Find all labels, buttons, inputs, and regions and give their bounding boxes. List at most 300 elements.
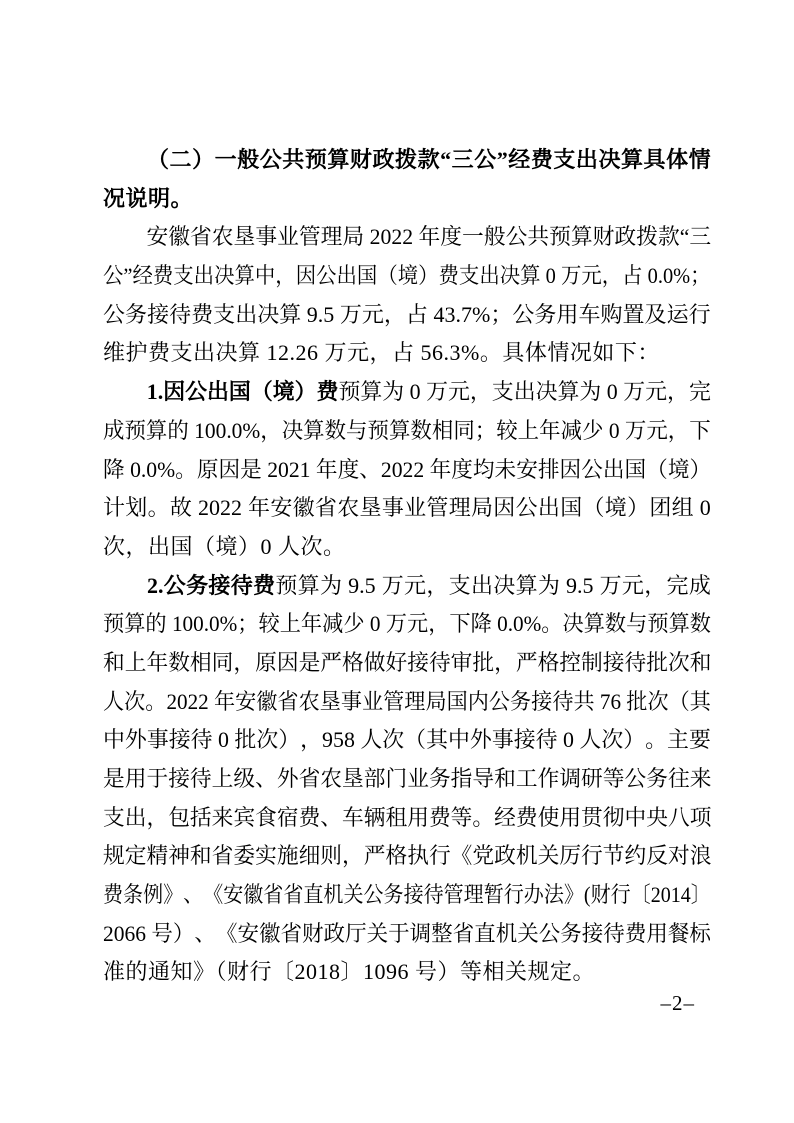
text-token: 年 bbox=[213, 688, 236, 714]
text-token: 预 bbox=[103, 611, 125, 637]
text-token: 主 bbox=[667, 727, 689, 753]
text-segment: 准的通知》（财行〔2018〕1096 号）等相关规定。 bbox=[103, 959, 596, 985]
text-token: 的 bbox=[145, 611, 167, 637]
text-token: 省 bbox=[283, 882, 304, 908]
text-token: 控 bbox=[559, 649, 582, 675]
text-token: 徽 bbox=[168, 224, 191, 250]
text-segment: 次，出国（境）0 人次。 bbox=[103, 533, 346, 559]
text-token: 次 bbox=[382, 727, 405, 753]
text-token: 执 bbox=[407, 843, 429, 869]
text-token: 行 bbox=[503, 882, 524, 908]
text-token: 厅 bbox=[345, 920, 367, 946]
text-token: ， bbox=[383, 301, 406, 327]
text-token: 减 bbox=[322, 611, 344, 637]
text-token: 元 bbox=[621, 572, 644, 598]
intro-line-3 bbox=[103, 296, 711, 335]
text-token: 制 bbox=[581, 649, 603, 675]
text-token: 〔 bbox=[630, 882, 651, 908]
text-token: 同 bbox=[211, 649, 234, 675]
text-token: 用 bbox=[646, 920, 668, 946]
text-token: 出 bbox=[336, 263, 357, 289]
text-token: 与 bbox=[346, 417, 368, 443]
text-token: 业 bbox=[404, 495, 427, 521]
text-token: 元 bbox=[646, 417, 668, 443]
text-token: 厉 bbox=[559, 843, 582, 869]
text-token: 完 bbox=[688, 379, 711, 405]
text-token: 机 bbox=[515, 843, 538, 869]
text-token: 待 bbox=[428, 649, 451, 675]
text-token: 反 bbox=[646, 843, 668, 869]
text-token: 境 bbox=[272, 379, 295, 405]
text-token: 算 bbox=[360, 379, 383, 405]
text-token: 共 bbox=[573, 688, 595, 714]
text-token: 》 bbox=[563, 882, 584, 908]
text-token: 置 bbox=[622, 301, 645, 327]
text-token: 是 bbox=[298, 649, 321, 675]
text-token: 政 bbox=[614, 224, 637, 250]
text-token: ； bbox=[490, 301, 513, 327]
text-token: 年 bbox=[248, 495, 271, 521]
item2-line-6 bbox=[103, 760, 712, 799]
text-token: 拨 bbox=[395, 147, 418, 172]
text-token: 次 bbox=[667, 649, 690, 675]
text-token: 理 bbox=[448, 495, 471, 521]
text-token: 行 bbox=[428, 843, 451, 869]
text-segment: 维护费支出决算 12.26 万元，占 56.3%。具体情况如下： bbox=[103, 340, 660, 366]
text-token: 关 bbox=[517, 920, 539, 946]
text-token: 年 bbox=[429, 456, 452, 482]
text-token: 国 bbox=[228, 379, 251, 405]
text-token: 使 bbox=[537, 804, 560, 830]
text-token: 上 bbox=[279, 611, 301, 637]
text-token: 徽 bbox=[292, 495, 315, 521]
text-token: 徽 bbox=[243, 882, 264, 908]
text-token: 算 bbox=[583, 611, 605, 637]
text-token: 公 bbox=[581, 456, 603, 482]
text-token: 数 bbox=[604, 611, 627, 637]
text-token: 农 bbox=[337, 495, 360, 521]
text-token: 待 bbox=[230, 572, 253, 598]
text-token: 省 bbox=[452, 920, 475, 946]
text-token: 彻 bbox=[602, 804, 625, 830]
text-token: 相 bbox=[189, 649, 212, 675]
text-token: 决 bbox=[535, 379, 558, 405]
text-token: 数 bbox=[168, 649, 190, 675]
text-token: 待 bbox=[423, 882, 444, 908]
item2-line-5 bbox=[103, 721, 711, 760]
text-token: 好 bbox=[385, 649, 408, 675]
text-token: 为 bbox=[579, 379, 602, 405]
text-token: 。 bbox=[472, 804, 495, 830]
text-token: 安 bbox=[146, 224, 169, 250]
text-token: 出 bbox=[537, 495, 560, 521]
text-token: 共 bbox=[282, 147, 305, 172]
document-content bbox=[103, 141, 711, 992]
text-token: 管 bbox=[426, 495, 449, 521]
text-token: 因 bbox=[559, 456, 582, 482]
text-token: 国 bbox=[356, 263, 378, 289]
text-token: 国 bbox=[624, 456, 647, 482]
text-token: 。 bbox=[175, 456, 197, 482]
text-token: 内 bbox=[467, 688, 489, 714]
text-token: 境 bbox=[397, 263, 419, 289]
text-token: 业 bbox=[407, 766, 429, 791]
text-token: 其 bbox=[689, 688, 711, 714]
item2-line-8 bbox=[103, 837, 712, 876]
text-token: （ bbox=[668, 688, 690, 714]
text-token: 出 bbox=[235, 301, 258, 327]
text-token: 研 bbox=[581, 766, 603, 791]
text-token: 待 bbox=[603, 920, 625, 946]
text-token: 预 bbox=[367, 417, 389, 443]
text-token: ” bbox=[123, 263, 133, 289]
text-token: 局 bbox=[425, 688, 447, 714]
text-token: 2014 bbox=[650, 882, 691, 908]
text-token: 2022 bbox=[197, 495, 242, 521]
text-token: 决 bbox=[598, 147, 621, 172]
text-token: ， bbox=[342, 843, 364, 869]
text-token: 关 bbox=[343, 882, 364, 908]
text-token: 行 bbox=[610, 882, 631, 908]
text-token: 年 bbox=[418, 224, 441, 250]
text-token: 接 bbox=[208, 572, 231, 598]
text-token: 理 bbox=[404, 688, 426, 714]
text-token: 元 bbox=[581, 263, 602, 289]
item1-line-3 bbox=[103, 451, 712, 490]
text-token: 算 bbox=[145, 417, 168, 443]
text-token: 务 bbox=[125, 301, 148, 327]
text-token: 9.5 bbox=[348, 572, 376, 598]
text-token: 费 bbox=[191, 301, 214, 327]
text-token: （ bbox=[377, 263, 398, 289]
text-token: 于 bbox=[388, 920, 410, 946]
text-token: 占 bbox=[405, 301, 428, 327]
text-token: 76 bbox=[599, 688, 622, 714]
text-token: 暂 bbox=[483, 882, 504, 908]
text-token: 精 bbox=[146, 843, 169, 869]
text-token: 省 bbox=[298, 766, 321, 791]
text-token: 年 bbox=[300, 611, 323, 637]
text-token: 贯 bbox=[581, 804, 603, 830]
text-token: “ bbox=[440, 147, 452, 172]
text-token: 出 bbox=[513, 379, 536, 405]
text-token: ） bbox=[294, 379, 317, 405]
text-token: 公 bbox=[538, 920, 561, 946]
item2-line-4 bbox=[103, 683, 711, 722]
text-token: 租 bbox=[385, 804, 408, 830]
text-token: 次 bbox=[601, 727, 624, 753]
text-token: 为 bbox=[537, 572, 560, 598]
text-token: 43.7% bbox=[433, 301, 491, 327]
text-token: 公 bbox=[505, 224, 528, 250]
text-token: 经 bbox=[132, 263, 153, 289]
text-token: 公 bbox=[163, 572, 186, 598]
text-token: 2021 bbox=[267, 456, 311, 482]
text-token: 人 bbox=[579, 727, 602, 753]
text-token: 接 bbox=[531, 688, 553, 714]
text-token: （ bbox=[404, 727, 427, 753]
item1-line-4 bbox=[103, 489, 711, 528]
text-token: 出 bbox=[602, 456, 625, 482]
text-token: 八 bbox=[667, 804, 690, 830]
text-token: 批 bbox=[472, 649, 495, 675]
text-token: 费 bbox=[152, 263, 174, 289]
text-token: 0 bbox=[545, 263, 556, 289]
text-token: 9.5 bbox=[565, 572, 594, 598]
text-token: 等 bbox=[450, 804, 473, 830]
text-token: 政 bbox=[323, 920, 346, 946]
text-token: 来 bbox=[689, 766, 712, 791]
text-token: 元 bbox=[447, 379, 470, 405]
text-token: 公 bbox=[624, 766, 647, 791]
text-token: 用 bbox=[556, 301, 579, 327]
text-token: 中 bbox=[103, 727, 125, 753]
text-token: ， bbox=[300, 727, 323, 753]
text-token: 政 bbox=[494, 843, 516, 869]
text-token: 算 bbox=[234, 263, 255, 289]
text-token: 出 bbox=[207, 379, 229, 405]
text-token: 算 bbox=[570, 224, 593, 250]
text-token: 成 bbox=[103, 417, 125, 443]
text-token: 决 bbox=[493, 572, 516, 598]
text-token: 中 bbox=[254, 263, 276, 289]
text-token: 体 bbox=[666, 147, 689, 172]
text-token: 费 bbox=[428, 804, 451, 830]
text-token: 格 bbox=[385, 843, 408, 869]
text-token: 预 bbox=[647, 611, 669, 637]
text-token: 的 bbox=[167, 417, 189, 443]
text-token: 降 bbox=[470, 611, 492, 637]
text-token: 规 bbox=[103, 843, 125, 869]
text-token: 国 bbox=[560, 495, 583, 521]
text-token: 2. bbox=[147, 572, 164, 598]
text-token: ； bbox=[690, 263, 711, 289]
text-token: ， bbox=[667, 379, 689, 405]
text-token: 万 bbox=[599, 572, 622, 598]
text-token: 度 bbox=[337, 456, 360, 482]
text-token: 划 bbox=[125, 495, 148, 521]
text-token: ， bbox=[275, 263, 296, 289]
text-token: 细 bbox=[298, 843, 321, 869]
text-token: 管 bbox=[443, 882, 464, 908]
text-token bbox=[560, 567, 566, 606]
text-token: 度 bbox=[440, 224, 463, 250]
text-token: 接 bbox=[147, 301, 170, 327]
text-token: 决 bbox=[214, 263, 235, 289]
text-token: 未 bbox=[494, 456, 517, 482]
text-token: 行 bbox=[688, 301, 711, 327]
text-token: 算 bbox=[327, 147, 350, 172]
text-token: 万 bbox=[426, 379, 448, 405]
page-number: –2– bbox=[660, 991, 695, 1015]
text-token: 批 bbox=[646, 649, 668, 675]
text-token: 例 bbox=[143, 882, 164, 908]
text-token: 农 bbox=[298, 688, 320, 714]
text-token: 等 bbox=[602, 766, 625, 791]
text-token: 款 bbox=[417, 147, 440, 172]
text-token: 格 bbox=[537, 649, 560, 675]
text-token: 0.0% bbox=[647, 263, 691, 289]
text-token: 财 bbox=[302, 920, 324, 946]
item1-line-1 bbox=[103, 373, 711, 412]
text-token: 般 bbox=[237, 147, 260, 172]
item1-line-2 bbox=[103, 412, 711, 451]
text-token: 关 bbox=[366, 920, 389, 946]
text-token: 、 bbox=[359, 456, 381, 482]
text-token: 降 bbox=[103, 456, 125, 482]
item2-line-9 bbox=[103, 876, 711, 915]
text-token: 经 bbox=[508, 147, 531, 172]
text-token: 算 bbox=[124, 611, 146, 637]
text-token: 政 bbox=[372, 147, 395, 172]
text-token: 接 bbox=[407, 649, 429, 675]
text-token: 数 bbox=[324, 417, 347, 443]
text-token: 支 bbox=[103, 804, 125, 830]
text-token: 相 bbox=[431, 417, 454, 443]
text-token: 用 bbox=[559, 804, 582, 830]
item2-line-1 bbox=[103, 567, 711, 606]
text-token: 出 bbox=[575, 147, 598, 172]
text-token: 务 bbox=[383, 882, 404, 908]
text-token: 公 bbox=[512, 301, 535, 327]
text-token: 垦 bbox=[233, 224, 256, 250]
text-token: 定 bbox=[124, 843, 147, 869]
text-token: 安 bbox=[223, 882, 244, 908]
text-token: 年 bbox=[146, 649, 169, 675]
text-token: 农 bbox=[211, 224, 234, 250]
text-token: 委 bbox=[233, 843, 256, 869]
text-token: 下 bbox=[689, 417, 711, 443]
text-token: 占 bbox=[622, 263, 643, 289]
text-token: 其 bbox=[426, 727, 449, 753]
text-token: 出 bbox=[479, 263, 500, 289]
text-token: 外 bbox=[276, 766, 299, 791]
text-token: 则 bbox=[320, 843, 343, 869]
text-token: 数 bbox=[410, 417, 432, 443]
text-token: 管 bbox=[383, 688, 405, 714]
text-token: ） bbox=[418, 263, 439, 289]
text-token: 2022 bbox=[380, 456, 425, 482]
text-token: 党 bbox=[472, 843, 495, 869]
text-token: 省 bbox=[280, 920, 303, 946]
text-token: 指 bbox=[450, 766, 473, 791]
text-token: 境 bbox=[667, 456, 690, 482]
text-token: 直 bbox=[303, 882, 324, 908]
text-token: 徽 bbox=[256, 688, 278, 714]
text-token: 国 bbox=[446, 688, 468, 714]
text-token: 及 bbox=[644, 301, 667, 327]
text-token: 务 bbox=[534, 301, 557, 327]
text-token: 关 bbox=[537, 843, 560, 869]
text-token: 决 bbox=[281, 417, 304, 443]
text-token: 具 bbox=[643, 147, 666, 172]
text-token: 人 bbox=[360, 727, 383, 753]
text-token: 安 bbox=[270, 495, 293, 521]
text-token: 、 bbox=[255, 766, 277, 791]
text-token: 省 bbox=[211, 843, 234, 869]
text-token: 财 bbox=[592, 224, 615, 250]
text-token: 局 bbox=[342, 224, 365, 250]
item2-line-2 bbox=[103, 605, 711, 644]
text-token: ， bbox=[233, 649, 256, 675]
text-token: 标 bbox=[689, 920, 711, 946]
text-token: 门 bbox=[385, 766, 408, 791]
text-token: 决 bbox=[499, 263, 521, 289]
text-token: ） bbox=[192, 147, 215, 172]
text-token: 共 bbox=[527, 224, 550, 250]
text-token: 算 bbox=[303, 417, 325, 443]
text-token: 。 bbox=[541, 611, 563, 637]
text-token: 排 bbox=[537, 456, 560, 482]
text-token: 财 bbox=[590, 882, 611, 908]
text-token: 元 bbox=[361, 301, 384, 327]
text-token: 算 bbox=[557, 379, 580, 405]
text-token: 公 bbox=[185, 379, 208, 405]
text-token: 万 bbox=[385, 611, 407, 637]
text-token: ； bbox=[237, 611, 259, 637]
text-token: ） bbox=[627, 495, 650, 521]
text-token: 接 bbox=[168, 766, 190, 791]
text-token: 因 bbox=[276, 649, 299, 675]
text-token: 出 bbox=[470, 572, 493, 598]
text-token: 做 bbox=[363, 649, 386, 675]
text-token: 0 bbox=[608, 417, 620, 443]
text-token: 支 bbox=[491, 379, 514, 405]
text-token: 经 bbox=[494, 804, 516, 830]
text-token: 号 bbox=[151, 920, 173, 946]
text-token: 括 bbox=[189, 804, 212, 830]
text-token: 算 bbox=[668, 611, 690, 637]
text-token bbox=[242, 489, 248, 528]
text-token: 运 bbox=[666, 301, 689, 327]
text-token: 公 bbox=[259, 147, 282, 172]
text-token: 批 bbox=[626, 688, 648, 714]
text-token: 局 bbox=[471, 495, 494, 521]
text-token: 次 bbox=[124, 688, 146, 714]
text-token: 公 bbox=[488, 688, 511, 714]
text-token: 事 bbox=[381, 495, 404, 521]
text-token: 工 bbox=[515, 766, 538, 791]
text-token: （ bbox=[646, 456, 668, 482]
text-token: 业 bbox=[277, 224, 299, 250]
text-token: 务 bbox=[428, 766, 451, 791]
text-token: 一 bbox=[214, 147, 237, 172]
text-token: 调 bbox=[409, 920, 432, 946]
text-token: 元 bbox=[645, 379, 668, 405]
text-token: 预 bbox=[549, 224, 571, 250]
text-token: 为 bbox=[319, 572, 342, 598]
text-token: 和 bbox=[494, 766, 516, 791]
text-token: 出 bbox=[193, 263, 215, 289]
text-token: 车 bbox=[578, 301, 601, 327]
text-token: 往 bbox=[667, 766, 690, 791]
text-token: 因 bbox=[163, 379, 186, 405]
text-token: 算 bbox=[297, 572, 320, 598]
text-token: 和 bbox=[189, 843, 212, 869]
text-token: 100.0% bbox=[194, 417, 261, 443]
text-token: 0 bbox=[563, 727, 574, 753]
text-token: 。 bbox=[147, 495, 170, 521]
text-token: 人 bbox=[103, 688, 125, 714]
text-token: 完 bbox=[666, 572, 689, 598]
text-token: 支 bbox=[448, 572, 471, 598]
text-token: 机 bbox=[495, 920, 518, 946]
text-token: 安 bbox=[235, 688, 257, 714]
text-token: 是 bbox=[240, 456, 262, 482]
text-token: ( bbox=[583, 882, 591, 908]
text-token: 支 bbox=[213, 301, 236, 327]
text-token: 待 bbox=[624, 649, 647, 675]
